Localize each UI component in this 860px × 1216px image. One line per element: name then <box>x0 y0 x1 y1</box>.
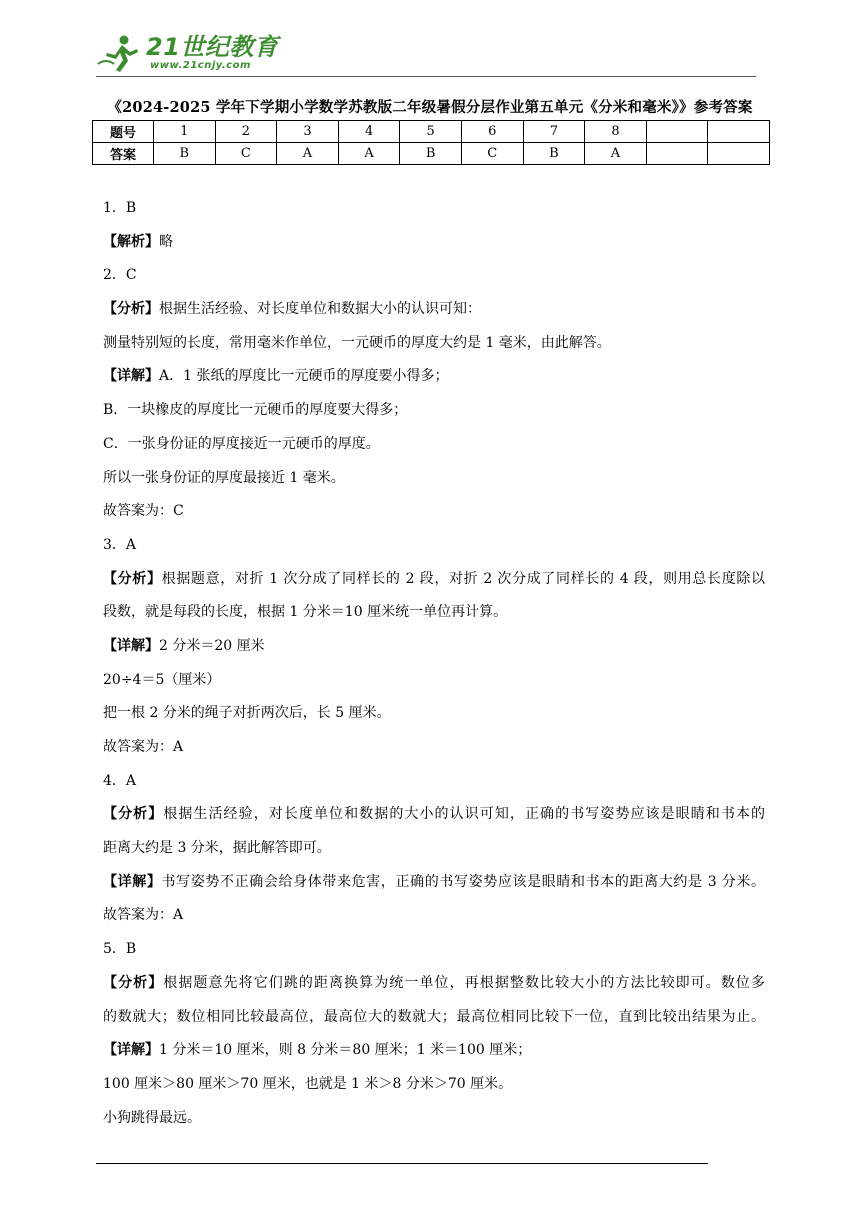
table-row-answers <box>93 143 770 165</box>
text-line <box>103 936 765 970</box>
table-cell-answer: A <box>585 143 647 165</box>
row-header-question-number: 题号 <box>93 121 154 143</box>
text-line <box>103 397 765 431</box>
text-line <box>103 599 765 633</box>
line-text: 3．A <box>103 536 137 553</box>
logo-url-text: www.21cnjy.com <box>150 60 251 71</box>
line-text: 把一根 2 分米的绳子对折两次后，长 5 厘米。 <box>103 705 391 722</box>
line-text: 略 <box>159 233 173 250</box>
section-tag: 【详解】 <box>103 873 162 890</box>
section-tag: 【详解】 <box>103 1042 159 1059</box>
row-header-answer: 答案 <box>93 143 154 165</box>
logo-main-text: 21世纪教育 <box>146 33 279 61</box>
text-line <box>103 835 765 869</box>
line-text: 1．B <box>103 200 137 216</box>
table-cell-answer: C <box>461 143 523 165</box>
table-cell-number: 6 <box>461 121 523 143</box>
header-divider <box>96 76 756 77</box>
text-line <box>103 296 765 330</box>
table-cell-number: 7 <box>523 121 585 143</box>
line-text: 根据题意先将它们跳的距离换算为统一单位，再根据整数比较大小的方法比较即可。数位多 <box>163 974 765 991</box>
table-cell-number: 2 <box>215 121 277 143</box>
line-text: 2 分米＝20 厘米 <box>159 637 265 654</box>
table-cell-answer: C <box>215 143 277 165</box>
table-cell-answer: A <box>338 143 400 165</box>
text-line <box>103 700 765 734</box>
footer-divider <box>96 1163 708 1164</box>
line-text: 20÷4＝5（厘米） <box>103 671 221 688</box>
line-text: 根据生活经验，对长度单位和数据的大小的认识可知，正确的书写姿势应该是眼睛和书本的 <box>163 806 765 823</box>
table-cell-number: 1 <box>154 121 216 143</box>
table-cell-number: 5 <box>400 121 462 143</box>
line-text: 根据生活经验、对长度单位和数据大小的认识可知： <box>159 301 481 318</box>
line-text: 测量特别短的长度，常用毫米作单位，一元硬币的厚度大约是 1 毫米，由此解答。 <box>103 334 611 351</box>
line-text: A．1 张纸的厚度比一元硬币的厚度要小得多； <box>159 368 449 385</box>
text-line <box>103 768 765 802</box>
section-tag: 【分析】 <box>103 974 164 991</box>
section-tag: 【分析】 <box>103 301 159 318</box>
text-line <box>103 633 765 667</box>
text-line <box>103 1071 765 1105</box>
text-line <box>103 1105 765 1139</box>
page-header <box>96 28 756 78</box>
table-cell-number <box>646 121 708 143</box>
runner-logo-icon <box>96 34 142 74</box>
line-text: 故答案为：A <box>103 907 184 924</box>
text-line <box>103 1037 765 1071</box>
table-cell-answer: B <box>154 143 216 165</box>
section-tag: 【详解】 <box>103 368 159 385</box>
text-line <box>103 532 765 566</box>
answer-explanations <box>103 195 765 1138</box>
text-line <box>103 566 765 600</box>
line-text: 1 分米＝10 厘米，则 8 分米＝80 厘米；1 米＝100 厘米； <box>159 1042 532 1059</box>
text-line <box>103 801 765 835</box>
table-cell-answer <box>646 143 708 165</box>
line-text: 100 厘米＞80 厘米＞70 厘米，也就是 1 米＞8 分米＞70 厘米。 <box>103 1075 513 1092</box>
line-text: 的数就大；数位相同比较最高位，最高位大的数就大；最高位相同比较下一位，直到比较出结果为止。 <box>103 1008 765 1025</box>
text-line <box>103 363 765 397</box>
text-line <box>103 902 765 936</box>
logo[interactable] <box>96 34 278 74</box>
section-tag: 【详解】 <box>103 637 159 654</box>
table-row-numbers <box>93 121 770 143</box>
section-tag: 【解析】 <box>103 233 159 250</box>
table-cell-number <box>708 121 770 143</box>
text-line <box>103 1004 765 1038</box>
line-text: 5．B <box>103 941 137 958</box>
text-line <box>103 970 765 1004</box>
table-cell-answer: B <box>523 143 585 165</box>
text-line <box>103 869 765 903</box>
line-text: 故答案为：A <box>103 739 184 755</box>
section-tag: 【分析】 <box>103 570 162 587</box>
answer-table <box>92 120 770 165</box>
line-text: C．一张身份证的厚度接近一元硬币的厚度。 <box>103 435 380 452</box>
line-text: 所以一张身份证的厚度最接近 1 毫米。 <box>103 469 345 486</box>
line-text: 根据题意，对折 1 次分成了同样长的 2 段，对折 2 次分成了同样长的 4 段，则用总长度除以 <box>161 570 766 587</box>
text-line <box>103 431 765 465</box>
text-line <box>103 195 765 229</box>
text-line <box>103 667 765 701</box>
section-tag: 【分析】 <box>103 806 164 823</box>
text-line <box>103 262 765 296</box>
table-cell-answer: A <box>277 143 339 165</box>
document-title: 《2024-2025 学年下学期小学数学苏教版二年级暑假分层作业第五单元《分米和毫米》》参考答案 <box>107 99 753 116</box>
line-text: 书写姿势不正确会给身体带来危害，正确的书写姿势应该是眼睛和书本的距离大约是 3 分米。 <box>161 873 766 890</box>
line-text: 距离大约是 3 分米，据此解答即可。 <box>103 840 331 857</box>
text-line <box>103 229 765 263</box>
table-cell-answer <box>708 143 770 165</box>
line-text: 故答案为：C <box>103 503 184 520</box>
line-text: 4．A <box>103 772 137 789</box>
text-line <box>103 465 765 499</box>
text-line <box>103 734 765 768</box>
table-cell-answer: B <box>400 143 462 165</box>
table-cell-number: 4 <box>338 121 400 143</box>
line-text: 2．C <box>103 267 137 284</box>
line-text: 段数，就是每段的长度，根据 1 分米＝10 厘米统一单位再计算。 <box>103 604 508 621</box>
text-line <box>103 330 765 364</box>
table-cell-number: 3 <box>277 121 339 143</box>
line-text: B．一块橡皮的厚度比一元硬币的厚度要大得多； <box>103 402 408 419</box>
table-cell-number: 8 <box>585 121 647 143</box>
line-text: 小狗跳得最远。 <box>103 1109 201 1126</box>
text-line <box>103 498 765 532</box>
